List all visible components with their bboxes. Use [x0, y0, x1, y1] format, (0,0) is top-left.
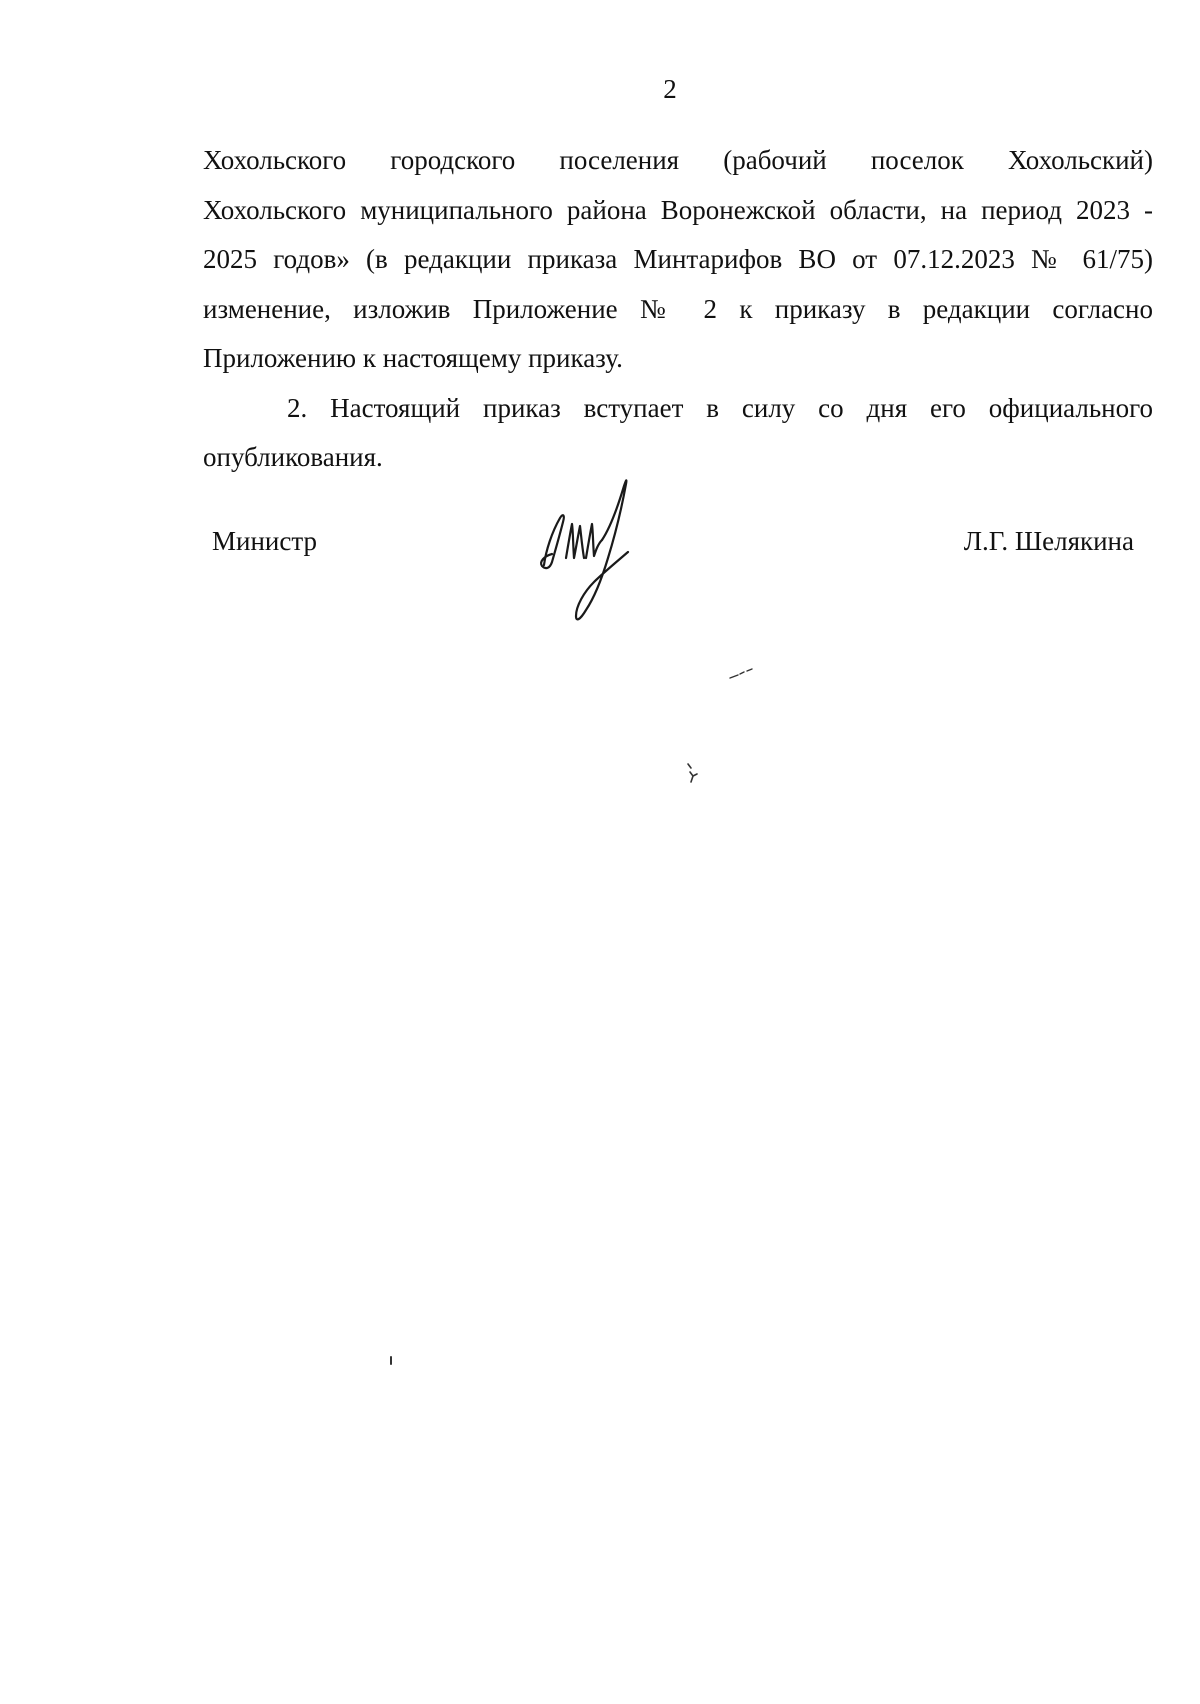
signatory-title: Министр [212, 526, 317, 556]
paragraph-1 [203, 136, 1153, 384]
scan-speck [684, 762, 702, 786]
scan-speck [388, 1356, 394, 1366]
paragraph-2-line: опубликования. [203, 442, 383, 472]
paragraph-1-line: 2025 годов» (в редакции приказа Минтарифов ВО от 07.12.2023 № 61/75) [203, 244, 1153, 274]
paragraph-2 [203, 384, 1153, 483]
scan-speck [728, 668, 754, 680]
document-body [203, 136, 1153, 483]
paragraph-1-line: Хохольского городского поселения (рабочий поселок Хохольский) [203, 145, 1153, 175]
paragraph-1-line: Приложению к настоящему приказу. [203, 343, 623, 373]
signatory-name: Л.Г. Шелякина [963, 526, 1134, 556]
paragraph-1-line: Хохольского муниципального района Воронежской области, на период 2023 - [203, 194, 1153, 225]
paragraph-1-line: изменение, изложив Приложение № 2 к приказу в редакции согласно [203, 293, 1153, 324]
paragraph-2-line: 2. Настоящий приказ вступает в силу со дня его официального [287, 392, 1153, 423]
page-number: 2 [663, 74, 677, 104]
handwritten-signature [530, 470, 660, 630]
